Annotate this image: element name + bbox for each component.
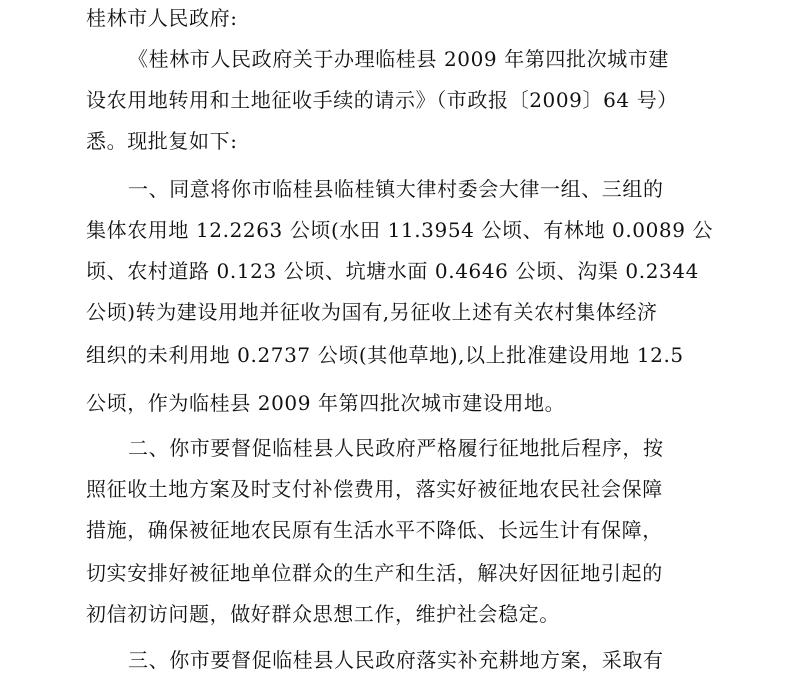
item1-line-4: 公顷)转为建设用地并征收为国有,另征收上述有关农村集体经济 — [86, 300, 658, 324]
intro-line-3: 悉。现批复如下: — [86, 129, 238, 153]
intro-line-2: 设农用地转用和土地征收手续的请示》（市政报〔2009〕64 号） — [86, 88, 678, 112]
item1-line-6: 公顷，作为临桂县 2009 年第四批次城市建设用地。 — [86, 391, 566, 415]
item2-line-4: 切实安排好被征地单位群众的生产和生活，解决好因征地引起的 — [86, 561, 663, 585]
intro-line-1: 《桂林市人民政府关于办理临桂县 2009 年第四批次城市建 — [128, 47, 670, 71]
item1-line-5: 组织的未利用地 0.2737 公顷(其他草地),以上批准建设用地 12.5 — [86, 343, 684, 367]
addressee-line: 桂林市人民政府: — [86, 6, 238, 30]
item2-line-2: 照征收土地方案及时支付补偿费用，落实好被征地农民社会保障 — [86, 477, 663, 501]
item2-line-1: 二、你市要督促临桂县人民政府严格履行征地批后程序，按 — [128, 436, 664, 460]
item1-line-2: 集体农用地 12.2263 公顷(水田 11.3954 公顷、有林地 0.0089 公 — [86, 218, 714, 242]
item1-line-3: 顷、农村道路 0.123 公顷、坑塘水面 0.4646 公顷、沟渠 0.2344 — [86, 259, 700, 283]
item3-line-1: 三、你市要督促临桂县人民政府落实补充耕地方案，采取有 — [128, 648, 664, 672]
item2-line-5: 初信初访问题，做好群众思想工作，维护社会稳定。 — [86, 602, 560, 626]
item1-line-1: 一、同意将你市临桂县临桂镇大律村委会大律一组、三组的 — [128, 177, 664, 201]
item2-line-3: 措施，确保被征地农民原有生活水平不降低、长远生计有保障， — [86, 518, 663, 542]
